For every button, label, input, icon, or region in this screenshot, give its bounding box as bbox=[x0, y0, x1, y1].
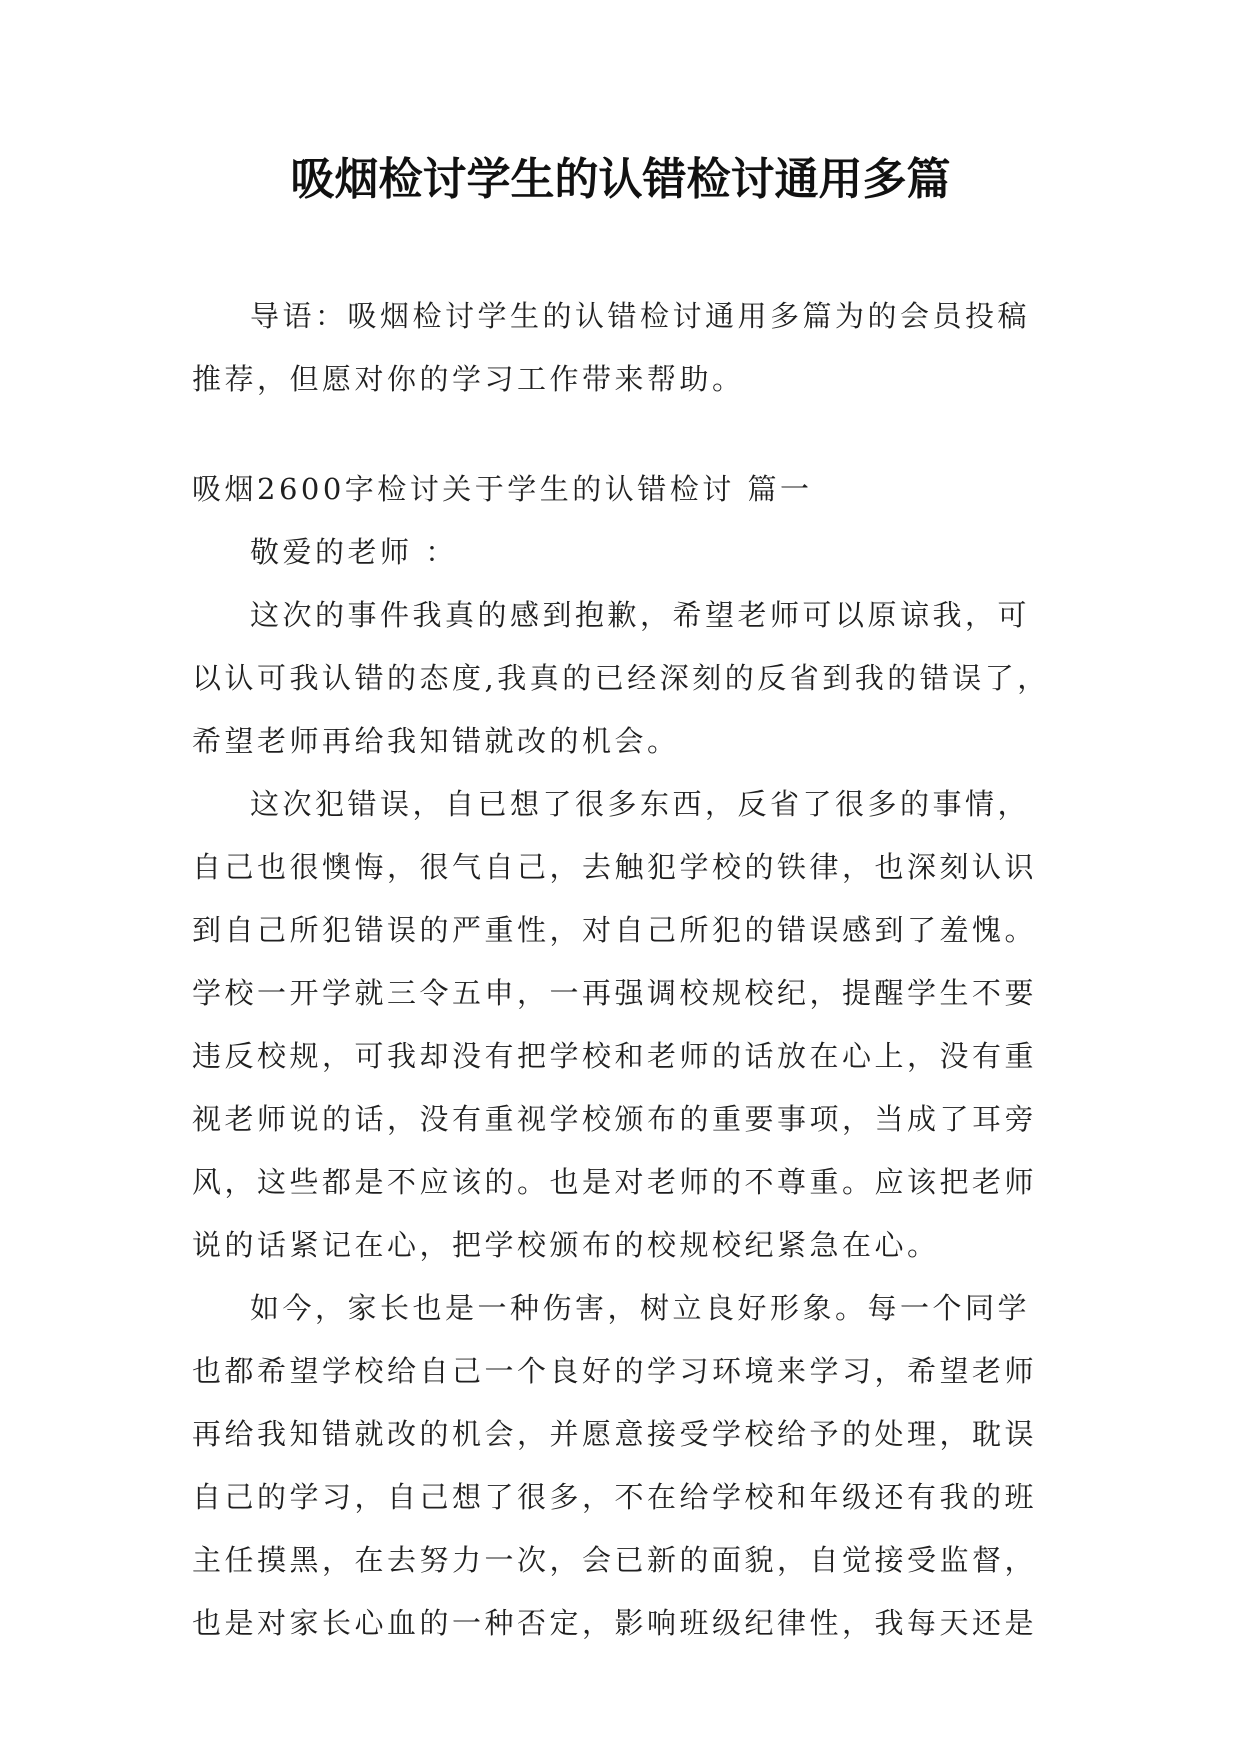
intro-paragraph: 导语：吸烟检讨学生的认错检讨通用多篇为的会员投稿推荐，但愿对你的学习工作带来帮助。 bbox=[192, 299, 1031, 396]
salutation: 敬爱的老师 ： bbox=[250, 535, 458, 569]
paragraph-1: 这次的事件我真的感到抱歉，希望老师可以原谅我，可以认可我认错的态度,我真的已经深刻的反省到我的错误了，希望老师再给我知错就改的机会。 bbox=[192, 598, 1050, 758]
paragraph-2: 这次犯错误，自已想了很多东西，反省了很多的事情，自己也很懊悔，很气自己，去触犯学校的铁律，也深刻认识到自己所犯错误的严重性，对自己所犯的错误感到了羞愧。学校一开学就三令五申，一再强调校规校纪，提醒学生不要违反校规，可我却没有把学校和老师的话放在心上，没有重视老师说的话，没有重视学校颁布的重要事项，当成了耳旁风，这些都是不应该的。也是对老师的不尊重。应该把老师说的话紧记在心，把学校颁布的校规校纪紧急在心。 bbox=[192, 787, 1038, 1262]
intro-block bbox=[192, 285, 1052, 411]
document-title: 吸烟检讨学生的认错检讨通用多篇 bbox=[290, 154, 951, 205]
letter-body bbox=[192, 458, 1052, 1655]
section-heading: 吸烟2600字检讨关于学生的认错检讨 篇一 bbox=[192, 472, 813, 506]
paragraph-3: 如今，家长也是一种伤害，树立良好形象。每一个同学也都希望学校给自己一个良好的学习环境来学习，希望老师再给我知错就改的机会，并愿意接受学校给予的处理，耽误自己的学习，自己想了很多，不在给学校和年级还有我的班主任摸黑，在去努力一次，会已新的面貌，自觉接受监督，也是对家长心血的一种否定，影响班级纪律性，我每天还是 bbox=[192, 1291, 1038, 1640]
